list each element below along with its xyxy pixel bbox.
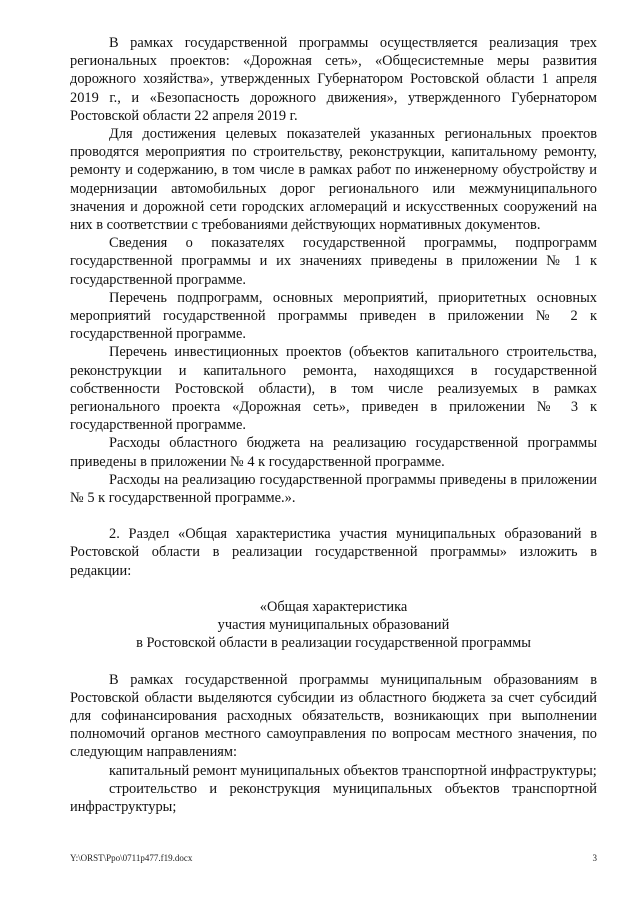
section-title-line-2: участия муниципальных образований bbox=[217, 617, 450, 634]
section-instruction: 2. Раздел «Общая характеристика участия муниципальных образований в Ростовской области в реализации государственной программы» изложить в редакции: bbox=[70, 526, 597, 579]
section-title-line-3: в Ростовской области в реализации государственной программы bbox=[136, 635, 531, 652]
paragraph-appendix-5: Расходы на реализацию государственной программы приведены в приложении № 5 к государственной программе.». bbox=[70, 471, 597, 507]
spacer bbox=[70, 580, 597, 598]
section-title bbox=[70, 598, 597, 653]
paragraph-appendix-2: Перечень подпрограмм, основных мероприятий, приоритетных основных мероприятий государственной программы приведен в приложении № 2 к государственной программе. bbox=[70, 289, 597, 343]
document-page bbox=[70, 34, 597, 816]
paragraph-subsidies: В рамках государственной программы муниципальным образованиям в Ростовской области выделяются субсидии из областного бюджета за счет субсидий для софинансирования расходных обязательств, возникающих при выполнении полномочий органов местного самоуправления по вопросам местного значения, по следующим направлениям: bbox=[70, 671, 597, 761]
footer-page-number: 3 bbox=[592, 853, 597, 863]
list-item-construction: строительство и реконструкция муниципальных объектов транспортной инфраструктуры; bbox=[70, 780, 597, 815]
list-item-capital-repair: капитальный ремонт муниципальных объектов транспортной инфраструктуры; bbox=[109, 762, 597, 779]
page-footer bbox=[70, 853, 597, 863]
paragraph-appendix-3: Перечень инвестиционных проектов (объектов капитального строительства, реконструкции и капитального ремонта, находящихся в государственной собственности Ростовской области), в том числе реализуемых в рамках регионального проекта «Дорожная сеть», приведен в приложении № 3 к государственной программе. bbox=[70, 344, 597, 434]
paragraph-appendix-1: Сведения о показателях государственной программы, подпрограмм государственной программы и их значениях приведены в приложении № 1 к государственной программе. bbox=[70, 235, 597, 288]
spacer bbox=[70, 507, 597, 525]
section-title-line-1: «Общая характеристика bbox=[259, 598, 408, 615]
paragraph-target-indicators: Для достижения целевых показателей указанных региональных проектов проводятся мероприятия по строительству, реконструкции, капитальному ремонту, ремонту и содержанию, в том числе в рамках работ по инженерному обустройству и модернизации автомобильных дорог регионального или межмуниципального значения и дорожной сети городских агломераций и искусственных сооружений на них в соответствии с требованиями действующих нормативных документов. bbox=[70, 126, 597, 234]
paragraph-regional-projects: В рамках государственной программы осуществляется реализация трех региональных проектов: «Дорожная сеть», «Общесистемные меры развития дорожного хозяйства», утвержденных Губернатором Ростовской области 1 апреля 2019 г., и «Безопасность дорожного движения», утвержденного Губернатором Ростовской области 22 апреля 2019 г. bbox=[70, 35, 597, 124]
footer-file-path: Y:\ORST\Ppo\0711p477.f19.docx bbox=[70, 853, 193, 863]
spacer bbox=[70, 653, 597, 671]
paragraph-appendix-4: Расходы областного бюджета на реализацию государственной программы приведены в приложении № 4 к государственной программе. bbox=[70, 435, 597, 470]
